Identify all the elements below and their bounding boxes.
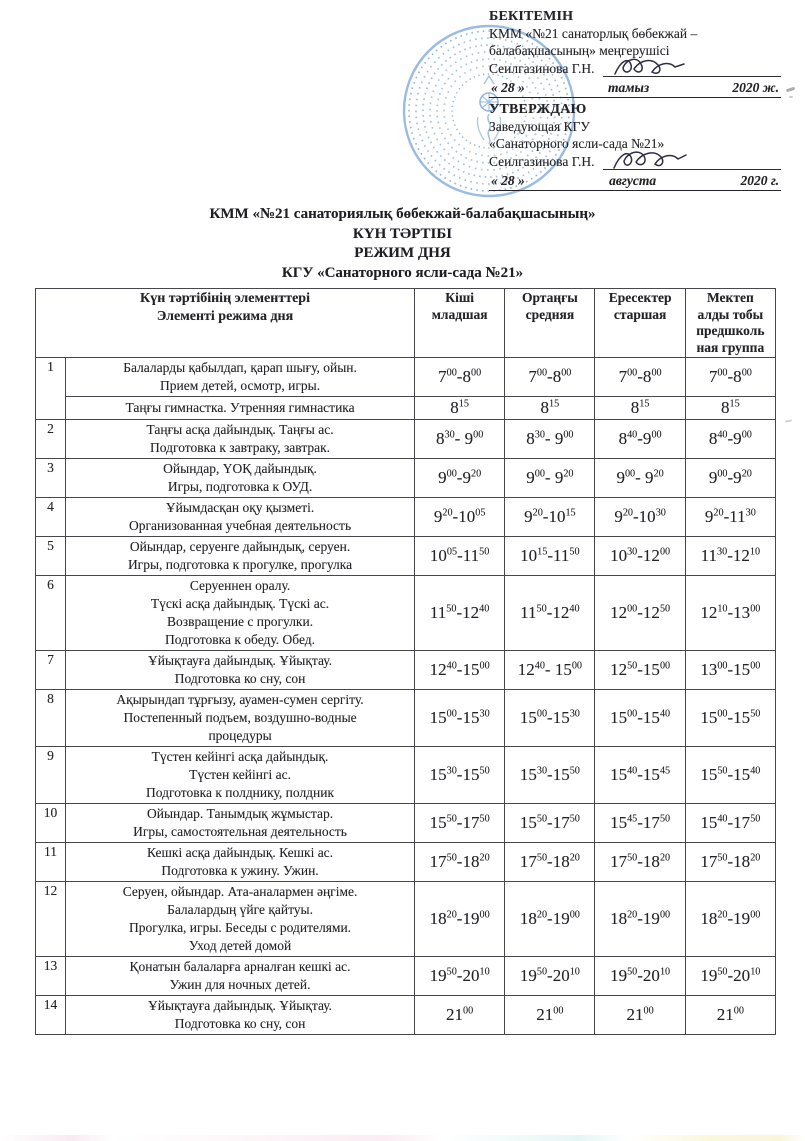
activity-cell: Ойындар. Танымдық жұмыстар. Игры, самостоятельная деятельность bbox=[66, 804, 415, 843]
approval-ru-title: УТВЕРЖДАЮ bbox=[489, 102, 587, 117]
daily-schedule-table-wrap bbox=[35, 288, 776, 1035]
activity-cell: Серуеннен оралу. Түскі асқа дайындық. Түскі ас. Возвращение с прогулки. Подготовка к обеду. Обед. bbox=[66, 576, 415, 651]
approval-ru-date-line bbox=[489, 172, 781, 191]
row-number: 12 bbox=[36, 882, 66, 957]
time-cell: $18^{20}-19^{00}$ bbox=[595, 882, 685, 957]
header-group-cell-0: Кіші младшая bbox=[415, 289, 505, 358]
time-cell: $15^{00}-15^{30}$ bbox=[505, 690, 595, 747]
time-cell: $15^{40}-17^{50}$ bbox=[685, 804, 775, 843]
activity-cell: Ұйықтауға дайындық. Ұйықтау. Подготовка ко сну, сон bbox=[66, 651, 415, 690]
time-cell: $17^{50}-18^{20}$ bbox=[505, 843, 595, 882]
time-cell: $21^{00}$ bbox=[415, 996, 505, 1035]
activity-cell: Кешкі асқа дайындық. Кешкі ас. Подготовка к ужину. Ужин. bbox=[66, 843, 415, 882]
row-number: 9 bbox=[36, 747, 66, 804]
time-cell: $15^{50}-17^{50}$ bbox=[505, 804, 595, 843]
time-cell: $12^{40}-15^{00}$ bbox=[415, 651, 505, 690]
time-cell: $21^{00}$ bbox=[505, 996, 595, 1035]
table-header-row bbox=[36, 289, 776, 358]
title-line-ru: РЕЖИМ ДНЯ bbox=[354, 245, 451, 261]
activity-cell: Балаларды қабылдап, қарап шығу, ойын. Прием детей, осмотр, игры. bbox=[66, 358, 415, 397]
time-cell: $9^{20}-10^{30}$ bbox=[595, 498, 685, 537]
approval-block bbox=[489, 8, 781, 194]
time-cell: $15^{50}-17^{50}$ bbox=[415, 804, 505, 843]
time-cell: $9^{00}-9^{20}$ bbox=[685, 459, 775, 498]
row-number: 14 bbox=[36, 996, 66, 1035]
time-cell: $12^{40}-$ $15^{00}$ bbox=[505, 651, 595, 690]
time-cell: $15^{40}-15^{45}$ bbox=[595, 747, 685, 804]
time-cell: $15^{30}-15^{50}$ bbox=[415, 747, 505, 804]
approval-ru-org-line2: «Санаторного ясли-сада №21» bbox=[489, 136, 665, 151]
time-cell: $18^{20}-19^{00}$ bbox=[685, 882, 775, 957]
time-cell: $11^{50}-12^{40}$ bbox=[415, 576, 505, 651]
table-row bbox=[36, 459, 776, 498]
approval-kk-signer-name: Сеилгазинова Г.Н. bbox=[489, 61, 595, 76]
activity-cell: Серуен, ойындар. Ата-аналармен әңгіме. Балалардың үйге қайтуы. Прогулка, игры. Беседы с родителями. Уход детей домой bbox=[66, 882, 415, 957]
date-day: « 28 » bbox=[491, 173, 525, 188]
date-year: 2020 ж. bbox=[732, 80, 779, 95]
time-cell: $9^{20}-10^{05}$ bbox=[415, 498, 505, 537]
time-cell: $17^{50}-18^{20}$ bbox=[415, 843, 505, 882]
time-cell: $19^{50}-20^{10}$ bbox=[595, 957, 685, 996]
row-number: 11 bbox=[36, 843, 66, 882]
time-cell: $15^{00}-15^{40}$ bbox=[595, 690, 685, 747]
activity-cell: Ұйықтауға дайындық. Ұйықтау. Подготовка ко сну, сон bbox=[66, 996, 415, 1035]
time-cell: $15^{50}-15^{40}$ bbox=[685, 747, 775, 804]
document-title bbox=[0, 205, 805, 283]
scan-artifact bbox=[785, 419, 792, 422]
date-month: августа bbox=[609, 173, 657, 188]
time-cell: $9^{00}-9^{20}$ bbox=[415, 459, 505, 498]
table-row bbox=[36, 420, 776, 459]
signature-line bbox=[603, 154, 781, 170]
time-cell: $7^{00}-8^{00}$ bbox=[685, 358, 775, 397]
time-cell: $15^{00}-15^{30}$ bbox=[415, 690, 505, 747]
approval-kk-date-line bbox=[489, 79, 781, 98]
time-cell: $18^{20}-19^{00}$ bbox=[415, 882, 505, 957]
table-row bbox=[36, 498, 776, 537]
table-row bbox=[36, 537, 776, 576]
time-cell: $13^{00}-15^{00}$ bbox=[685, 651, 775, 690]
table-row bbox=[36, 747, 776, 804]
signature-icon bbox=[611, 54, 689, 80]
time-cell: $8^{15}$ bbox=[595, 397, 685, 420]
time-cell: $7^{00}-8^{00}$ bbox=[505, 358, 595, 397]
time-cell: $12^{50}-15^{00}$ bbox=[595, 651, 685, 690]
approval-ru-signer-row bbox=[489, 153, 781, 170]
header-activity-kk: Күн тәртібінің элементтері bbox=[140, 291, 310, 306]
activity-cell: Ақырындап тұрғызу, ауамен-сумен сергіту. Постепенный подъем, воздушно-водные процедуры bbox=[66, 690, 415, 747]
time-cell: $15^{30}-15^{50}$ bbox=[505, 747, 595, 804]
date-month: тамыз bbox=[608, 80, 650, 95]
daily-schedule-table bbox=[35, 288, 776, 1035]
row-number: 7 bbox=[36, 651, 66, 690]
time-cell: $8^{40}-9^{00}$ bbox=[595, 420, 685, 459]
activity-cell: Қонатын балаларға арналған кешкі ас. Ужин для ночных детей. bbox=[66, 957, 415, 996]
approval-kk-org-line2: балабақшасының» меңгерушісі bbox=[489, 43, 670, 58]
time-cell: $12^{00}-12^{50}$ bbox=[595, 576, 685, 651]
time-cell: $8^{15}$ bbox=[505, 397, 595, 420]
row-number: 6 bbox=[36, 576, 66, 651]
signature-icon bbox=[611, 147, 689, 173]
title-line-kgu: КГУ «Санаторного ясли-сада №21» bbox=[281, 264, 524, 281]
activity-cell: Ойындар, серуенге дайындық, серуен. Игры, подготовка к прогулке, прогулка bbox=[66, 537, 415, 576]
date-day: « 28 » bbox=[491, 80, 525, 95]
time-cell: $19^{50}-20^{10}$ bbox=[505, 957, 595, 996]
header-activity-ru: Элементі режима дня bbox=[156, 309, 294, 324]
time-cell: $10^{05}-11^{50}$ bbox=[415, 537, 505, 576]
time-cell: $9^{00}-$ $9^{20}$ bbox=[595, 459, 685, 498]
signature-line bbox=[603, 61, 781, 77]
table-row bbox=[36, 957, 776, 996]
approval-ru-org-line1: Заведующая КГУ bbox=[489, 119, 590, 134]
time-cell: $17^{50}-18^{20}$ bbox=[685, 843, 775, 882]
scan-edge-artifact bbox=[0, 1135, 805, 1141]
approval-ru-signer-name: Сеилгазинова Г.Н. bbox=[489, 154, 595, 169]
title-line-org: КММ «№21 санаториялық бөбекжай-балабақшасының» bbox=[209, 206, 596, 222]
time-cell: $8^{30}-$ $9^{00}$ bbox=[415, 420, 505, 459]
table-row bbox=[36, 843, 776, 882]
approval-kk-org-line1: КММ «№21 санаторлық бөбекжай – bbox=[489, 26, 698, 41]
date-year: 2020 г. bbox=[740, 173, 779, 188]
time-cell: $11^{50}-12^{40}$ bbox=[505, 576, 595, 651]
table-row bbox=[36, 882, 776, 957]
scan-artifact bbox=[789, 96, 793, 98]
activity-cell: Таңғы асқа дайындық. Таңғы ас. Подготовка к завтраку, завтрак. bbox=[66, 420, 415, 459]
time-cell: $10^{30}-12^{00}$ bbox=[595, 537, 685, 576]
row-number: 8 bbox=[36, 690, 66, 747]
time-cell: $9^{20}-10^{15}$ bbox=[505, 498, 595, 537]
time-cell: $9^{20}-11^{30}$ bbox=[685, 498, 775, 537]
activity-cell: Ұйымдасқан оқу қызметі. Организованная учебная деятельность bbox=[66, 498, 415, 537]
table-row bbox=[36, 651, 776, 690]
activity-cell: Ойындар, ҮОҚ дайындық. Игры, подготовка к ОУД. bbox=[66, 459, 415, 498]
table-row bbox=[36, 996, 776, 1035]
activity-cell: Түстен кейінгі асқа дайындық. Түстен кейінгі ас. Подготовка к полднику, полдник bbox=[66, 747, 415, 804]
time-cell: $21^{00}$ bbox=[685, 996, 775, 1035]
time-cell: $9^{00}-$ $9^{20}$ bbox=[505, 459, 595, 498]
time-cell: $8^{30}-$ $9^{00}$ bbox=[505, 420, 595, 459]
time-cell: $19^{50}-20^{10}$ bbox=[685, 957, 775, 996]
approval-kk-signer-row bbox=[489, 60, 781, 77]
table-row bbox=[36, 576, 776, 651]
title-line-kk: КҮН ТӘРТІБІ bbox=[352, 225, 453, 242]
time-cell: $7^{00}-8^{00}$ bbox=[595, 358, 685, 397]
table-row bbox=[36, 397, 776, 420]
approval-kk-title: БЕКІТЕМІН bbox=[489, 9, 574, 24]
time-cell: $15^{45}-17^{50}$ bbox=[595, 804, 685, 843]
row-number: 10 bbox=[36, 804, 66, 843]
header-activity-cell bbox=[36, 289, 415, 358]
schedule-table-body bbox=[36, 358, 776, 1035]
table-row bbox=[36, 690, 776, 747]
time-cell: $21^{00}$ bbox=[595, 996, 685, 1035]
time-cell: $15^{00}-15^{50}$ bbox=[685, 690, 775, 747]
time-cell: $8^{40}-9^{00}$ bbox=[685, 420, 775, 459]
header-group-cell-1: Ортаңғы средняя bbox=[505, 289, 595, 358]
time-cell: $17^{50}-18^{20}$ bbox=[595, 843, 685, 882]
time-cell: $19^{50}-20^{10}$ bbox=[415, 957, 505, 996]
header-group-cell-3: Мектеп алды тобы предшколь ная группа bbox=[685, 289, 775, 358]
time-cell: $12^{10}-13^{00}$ bbox=[685, 576, 775, 651]
row-number: 3 bbox=[36, 459, 66, 498]
time-cell: $7^{00}-8^{00}$ bbox=[415, 358, 505, 397]
time-cell: $10^{15}-11^{50}$ bbox=[505, 537, 595, 576]
row-number: 5 bbox=[36, 537, 66, 576]
row-number: 2 bbox=[36, 420, 66, 459]
table-row bbox=[36, 358, 776, 397]
time-cell: $11^{30}-12^{10}$ bbox=[685, 537, 775, 576]
row-number: 13 bbox=[36, 957, 66, 996]
scan-artifact bbox=[786, 87, 795, 93]
activity-cell: Таңғы гимнастка. Утренняя гимнастика bbox=[66, 397, 415, 420]
row-number: 1 bbox=[36, 358, 66, 420]
time-cell: $8^{15}$ bbox=[685, 397, 775, 420]
time-cell: $8^{15}$ bbox=[415, 397, 505, 420]
header-group-cell-2: Ересектер старшая bbox=[595, 289, 685, 358]
time-cell: $18^{20}-19^{00}$ bbox=[505, 882, 595, 957]
table-row bbox=[36, 804, 776, 843]
row-number: 4 bbox=[36, 498, 66, 537]
